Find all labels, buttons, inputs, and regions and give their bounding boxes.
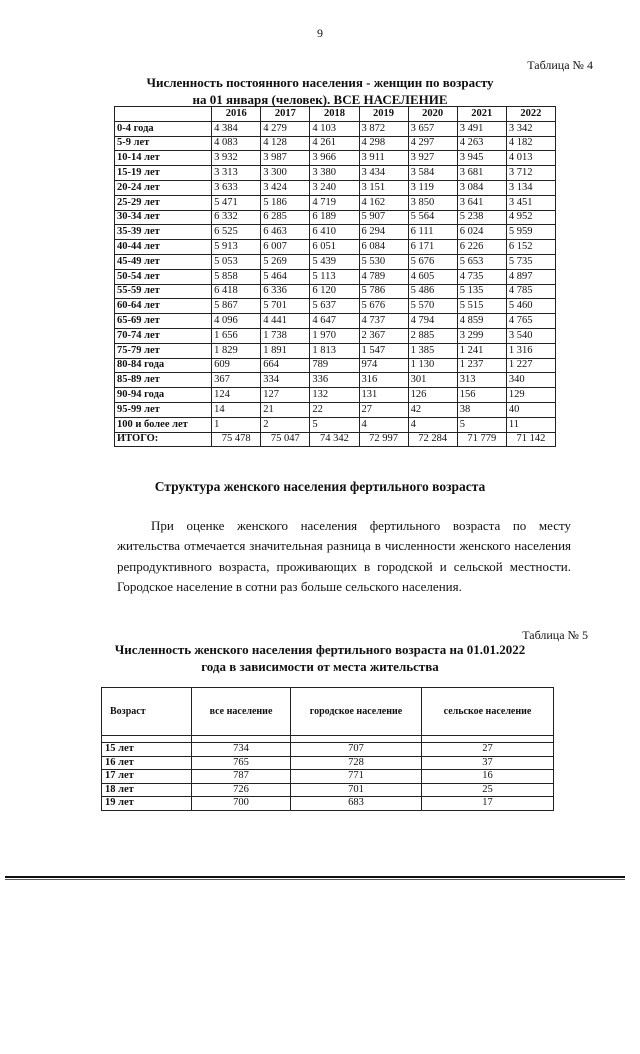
table5-body [102, 736, 554, 811]
table5-age-cell: 16 лет [102, 756, 192, 770]
table4-value-cell: 4 859 [457, 314, 506, 329]
table4-total-cell: 75 478 [212, 432, 261, 447]
table4-value-cell: 4 182 [506, 136, 555, 151]
table4-value-cell: 3 633 [212, 180, 261, 195]
table4-year-header: 2020 [408, 107, 457, 122]
table4-row [115, 299, 556, 314]
table4-year-header: 2018 [310, 107, 359, 122]
table4-value-cell: 5 858 [212, 269, 261, 284]
table4-age-cell: 20-24 лет [115, 180, 212, 195]
table4-value-cell: 5 676 [359, 299, 408, 314]
table4-value-cell: 1 813 [310, 343, 359, 358]
table4-year-header: 2021 [457, 107, 506, 122]
table4-value-cell: 4 441 [261, 314, 310, 329]
table4-value-cell: 1 316 [506, 343, 555, 358]
page-number: 9 [317, 26, 323, 40]
table4-value-cell: 5 238 [457, 210, 506, 225]
table5-rural-cell: 17 [422, 797, 554, 811]
table4-value-cell: 3 641 [457, 195, 506, 210]
table4-value-cell: 4 384 [212, 121, 261, 136]
table4-value-cell: 6 051 [310, 240, 359, 255]
table4-value-cell: 5 [310, 417, 359, 432]
table5-all-cell: 765 [192, 756, 291, 770]
table4-age-cell: 60-64 лет [115, 299, 212, 314]
table4-value-cell: 6 332 [212, 210, 261, 225]
table4-value-cell: 6 336 [261, 284, 310, 299]
table4-value-cell: 664 [261, 358, 310, 373]
table4-value-cell: 313 [457, 373, 506, 388]
table4-row [115, 151, 556, 166]
table4-total-cell: 75 047 [261, 432, 310, 447]
table4-value-cell: 4 103 [310, 121, 359, 136]
table5-spacer-cell [291, 736, 422, 743]
table4-value-cell: 2 885 [408, 328, 457, 343]
table4-value-cell: 5 471 [212, 195, 261, 210]
table4-value-cell: 21 [261, 402, 310, 417]
table4-age-cell: 85-89 лет [115, 373, 212, 388]
table4-value-cell: 5 [457, 417, 506, 432]
table4-value-cell: 6 152 [506, 240, 555, 255]
table4-value-cell: 1 656 [212, 328, 261, 343]
table5-age-cell: 18 лет [102, 783, 192, 797]
table4-value-cell: 5 701 [261, 299, 310, 314]
table5-spacer-cell [192, 736, 291, 743]
fertile-age-by-residence-table [101, 687, 554, 811]
table5-age-header: Возраст [102, 688, 192, 736]
table4-value-cell: 4 785 [506, 284, 555, 299]
table4-value-cell: 5 113 [310, 269, 359, 284]
table4-value-cell: 5 653 [457, 254, 506, 269]
population-by-age-table [114, 106, 556, 447]
table4-value-cell: 4 735 [457, 269, 506, 284]
table4-value-cell: 3 911 [359, 151, 408, 166]
table5-all-cell: 734 [192, 743, 291, 757]
table4-age-cell: 40-44 лет [115, 240, 212, 255]
table5-all-cell: 726 [192, 783, 291, 797]
table4-corner-cell [115, 107, 212, 122]
table4-total-cell: 71 779 [457, 432, 506, 447]
table5-spacer-cell [422, 736, 554, 743]
table4-value-cell: 124 [212, 388, 261, 403]
table4-value-cell: 5 515 [457, 299, 506, 314]
table5-urban-cell: 728 [291, 756, 422, 770]
table4-row [115, 358, 556, 373]
table4-value-cell: 6 189 [310, 210, 359, 225]
table4-value-cell: 3 119 [408, 180, 457, 195]
table4-value-cell: 5 186 [261, 195, 310, 210]
table5-row [102, 743, 554, 757]
table4-value-cell: 5 269 [261, 254, 310, 269]
table4-value-cell: 609 [212, 358, 261, 373]
table5-header-row [102, 688, 554, 736]
table4-value-cell: 3 300 [261, 166, 310, 181]
table4-row [115, 240, 556, 255]
table4-value-cell: 14 [212, 402, 261, 417]
table4-value-cell: 3 927 [408, 151, 457, 166]
table5-row [102, 770, 554, 784]
table5-row [102, 756, 554, 770]
table4-value-cell: 131 [359, 388, 408, 403]
table5-age-cell: 17 лет [102, 770, 192, 784]
table4-value-cell: 38 [457, 402, 506, 417]
table4-value-cell: 4 737 [359, 314, 408, 329]
table5-urban-cell: 707 [291, 743, 422, 757]
table4-value-cell: 4 605 [408, 269, 457, 284]
table4-value-cell: 1 [212, 417, 261, 432]
table4-value-cell: 789 [310, 358, 359, 373]
table4-value-cell: 336 [310, 373, 359, 388]
table4-value-cell: 4 298 [359, 136, 408, 151]
table4-value-cell: 132 [310, 388, 359, 403]
table4-row [115, 180, 556, 195]
table5-rural-header: сельское население [422, 688, 554, 736]
table5-age-cell: 19 лет [102, 797, 192, 811]
table4-caption-line1: Численность постоянного населения - женщин по возрасту [146, 75, 494, 90]
table4-caption-line2: на 01 января (человек). ВСЕ НАСЕЛЕНИЕ [192, 92, 448, 107]
table4-row [115, 314, 556, 329]
table4-value-cell: 5 786 [359, 284, 408, 299]
table4-value-cell: 1 237 [457, 358, 506, 373]
table4-value-cell: 156 [457, 388, 506, 403]
table4-value-cell: 6 024 [457, 225, 506, 240]
table4-age-cell: 5-9 лет [115, 136, 212, 151]
table4-row [115, 225, 556, 240]
section-title: Структура женского населения фертильного возраста [154, 479, 486, 494]
table4-age-cell: 35-39 лет [115, 225, 212, 240]
table4-header-row [115, 107, 556, 122]
table4-year-header: 2022 [506, 107, 555, 122]
table4-value-cell: 6 463 [261, 225, 310, 240]
table4-value-cell: 5 637 [310, 299, 359, 314]
table4-value-cell: 126 [408, 388, 457, 403]
table5-urban-cell: 701 [291, 783, 422, 797]
table4-row [115, 402, 556, 417]
table5-all-cell: 700 [192, 797, 291, 811]
table5-urban-cell: 771 [291, 770, 422, 784]
table4-value-cell: 3 380 [310, 166, 359, 181]
table4-value-cell: 129 [506, 388, 555, 403]
table4-value-cell: 3 299 [457, 328, 506, 343]
table4-value-cell: 4 083 [212, 136, 261, 151]
table4-total-cell: 71 142 [506, 432, 555, 447]
table4-total-cell: 72 284 [408, 432, 457, 447]
table4-age-cell: 15-19 лет [115, 166, 212, 181]
table4-value-cell: 4 647 [310, 314, 359, 329]
table4-row [115, 195, 556, 210]
table4-value-cell: 3 084 [457, 180, 506, 195]
table4-value-cell: 4 128 [261, 136, 310, 151]
table4-value-cell: 4 719 [310, 195, 359, 210]
table4-row [115, 417, 556, 432]
table4-value-cell: 5 907 [359, 210, 408, 225]
table4-value-cell: 4 013 [506, 151, 555, 166]
table4-value-cell: 6 007 [261, 240, 310, 255]
table4-value-cell: 6 285 [261, 210, 310, 225]
table4-value-cell: 22 [310, 402, 359, 417]
table4-value-cell: 4 789 [359, 269, 408, 284]
table4-value-cell: 3 451 [506, 195, 555, 210]
table4-value-cell: 2 367 [359, 328, 408, 343]
table4-age-cell: 95-99 лет [115, 402, 212, 417]
table4-value-cell: 5 530 [359, 254, 408, 269]
table4-value-cell: 3 434 [359, 166, 408, 181]
table4-value-cell: 6 084 [359, 240, 408, 255]
table4-value-cell: 3 584 [408, 166, 457, 181]
footer-divider-shadow [5, 879, 625, 880]
table4-value-cell: 4 794 [408, 314, 457, 329]
table4-value-cell: 5 464 [261, 269, 310, 284]
table4-value-cell: 3 424 [261, 180, 310, 195]
table5-rural-cell: 37 [422, 756, 554, 770]
table4-row [115, 166, 556, 181]
table5-all-cell: 787 [192, 770, 291, 784]
table4-value-cell: 5 959 [506, 225, 555, 240]
table4-value-cell: 3 872 [359, 121, 408, 136]
body-paragraph: При оценке женского населения фертильного возраста по месту жительства отмечается значительная разница в численности женского населения репродуктивного возраста, проживающих в городской и сельской местности. Городское население в сотни раз больше сельского населения. [117, 518, 571, 595]
table4-value-cell: 3 945 [457, 151, 506, 166]
table4-age-cell: 80-84 года [115, 358, 212, 373]
table4-value-cell: 1 241 [457, 343, 506, 358]
table4-value-cell: 5 564 [408, 210, 457, 225]
table4-value-cell: 127 [261, 388, 310, 403]
table4-age-cell: 55-59 лет [115, 284, 212, 299]
table4-year-header: 2019 [359, 107, 408, 122]
table4-value-cell: 2 [261, 417, 310, 432]
table4-row [115, 373, 556, 388]
table4-value-cell: 3 850 [408, 195, 457, 210]
table4-value-cell: 4 765 [506, 314, 555, 329]
table4-row [115, 254, 556, 269]
table4-age-cell: 10-14 лет [115, 151, 212, 166]
table4-value-cell: 4 279 [261, 121, 310, 136]
table4-value-cell: 5 053 [212, 254, 261, 269]
table4-total-cell: 72 997 [359, 432, 408, 447]
table4-row [115, 269, 556, 284]
table4-value-cell: 1 227 [506, 358, 555, 373]
table4-value-cell: 4 952 [506, 210, 555, 225]
table4-value-cell: 3 966 [310, 151, 359, 166]
table4-value-cell: 5 135 [457, 284, 506, 299]
table4-age-cell: 25-29 лет [115, 195, 212, 210]
table4-row [115, 136, 556, 151]
table4-value-cell: 3 151 [359, 180, 408, 195]
table4-value-cell: 334 [261, 373, 310, 388]
table4-value-cell: 3 240 [310, 180, 359, 195]
table4-value-cell: 3 342 [506, 121, 555, 136]
table4-value-cell: 1 970 [310, 328, 359, 343]
table4-value-cell: 1 829 [212, 343, 261, 358]
table5-urban-header: городское население [291, 688, 422, 736]
table4-value-cell: 1 385 [408, 343, 457, 358]
table4-row [115, 343, 556, 358]
table4-value-cell: 5 867 [212, 299, 261, 314]
table5-urban-cell: 683 [291, 797, 422, 811]
table4-value-cell: 40 [506, 402, 555, 417]
table5-rural-cell: 16 [422, 770, 554, 784]
table4-row [115, 328, 556, 343]
table4-age-cell: 50-54 лет [115, 269, 212, 284]
table4-value-cell: 1 891 [261, 343, 310, 358]
table4-value-cell: 27 [359, 402, 408, 417]
table4-value-cell: 3 313 [212, 166, 261, 181]
table4-value-cell: 5 676 [408, 254, 457, 269]
table4-value-cell: 42 [408, 402, 457, 417]
table4-value-cell: 6 418 [212, 284, 261, 299]
table4-age-cell: 90-94 года [115, 388, 212, 403]
table4-age-cell: 45-49 лет [115, 254, 212, 269]
table4-value-cell: 1 547 [359, 343, 408, 358]
table4-value-cell: 4 261 [310, 136, 359, 151]
table4-value-cell: 5 439 [310, 254, 359, 269]
table4-value-cell: 3 134 [506, 180, 555, 195]
table4-value-cell: 6 226 [457, 240, 506, 255]
table5-row [102, 783, 554, 797]
table4-value-cell: 6 294 [359, 225, 408, 240]
table4-value-cell: 5 735 [506, 254, 555, 269]
table4-value-cell: 3 540 [506, 328, 555, 343]
table4-total-cell: 74 342 [310, 432, 359, 447]
table5-caption-line2: года в зависимости от места жительства [201, 659, 439, 674]
table4-caption [0, 74, 640, 108]
table4-age-cell: 0-4 года [115, 121, 212, 136]
table4-row [115, 388, 556, 403]
table5-label: Таблица № 5 [522, 628, 588, 642]
table4-row [115, 284, 556, 299]
table4-age-cell: 30-34 лет [115, 210, 212, 225]
table5-caption [0, 641, 640, 675]
table4-value-cell: 5 570 [408, 299, 457, 314]
table4-value-cell: 5 913 [212, 240, 261, 255]
table4-value-cell: 316 [359, 373, 408, 388]
table4-value-cell: 367 [212, 373, 261, 388]
table4-age-cell: 75-79 лет [115, 343, 212, 358]
table4-age-cell: 65-69 лет [115, 314, 212, 329]
table4-year-header: 2016 [212, 107, 261, 122]
table4-value-cell: 6 171 [408, 240, 457, 255]
table4-total-label: ИТОГО: [115, 432, 212, 447]
table4-value-cell: 1 738 [261, 328, 310, 343]
footer-divider [5, 876, 625, 878]
table4-value-cell: 4 897 [506, 269, 555, 284]
table4-value-cell: 340 [506, 373, 555, 388]
table5-rural-cell: 25 [422, 783, 554, 797]
table4-row [115, 210, 556, 225]
table4-value-cell: 6 525 [212, 225, 261, 240]
table4-value-cell: 11 [506, 417, 555, 432]
table4-value-cell: 6 410 [310, 225, 359, 240]
table4-value-cell: 3 987 [261, 151, 310, 166]
table4-value-cell: 4 297 [408, 136, 457, 151]
table4-label: Таблица № 4 [527, 58, 593, 72]
table4-value-cell: 4 263 [457, 136, 506, 151]
table4-age-cell: 100 и более лет [115, 417, 212, 432]
table5-row [102, 797, 554, 811]
table4-value-cell: 3 932 [212, 151, 261, 166]
table4-value-cell: 5 460 [506, 299, 555, 314]
table4-row [115, 121, 556, 136]
table4-value-cell: 3 491 [457, 121, 506, 136]
table4-value-cell: 974 [359, 358, 408, 373]
table4-value-cell: 3 712 [506, 166, 555, 181]
table5-all-header: все население [192, 688, 291, 736]
table4-year-header: 2017 [261, 107, 310, 122]
table4-value-cell: 5 486 [408, 284, 457, 299]
table4-age-cell: 70-74 лет [115, 328, 212, 343]
table4-value-cell: 6 111 [408, 225, 457, 240]
table4-value-cell: 6 120 [310, 284, 359, 299]
table4-value-cell: 1 130 [408, 358, 457, 373]
table4-value-cell: 3 681 [457, 166, 506, 181]
table5-age-cell: 15 лет [102, 743, 192, 757]
table4-value-cell: 4 096 [212, 314, 261, 329]
table5-spacer-row [102, 736, 554, 743]
table4-value-cell: 301 [408, 373, 457, 388]
table4-value-cell: 4 [408, 417, 457, 432]
table4-value-cell: 3 657 [408, 121, 457, 136]
table5-rural-cell: 27 [422, 743, 554, 757]
table5-spacer-cell [102, 736, 192, 743]
table4-value-cell: 4 [359, 417, 408, 432]
table5-caption-line1: Численность женского населения фертильного возраста на 01.01.2022 [114, 642, 526, 657]
table4-body [115, 121, 556, 447]
table4-total-row [115, 432, 556, 447]
table4-value-cell: 4 162 [359, 195, 408, 210]
